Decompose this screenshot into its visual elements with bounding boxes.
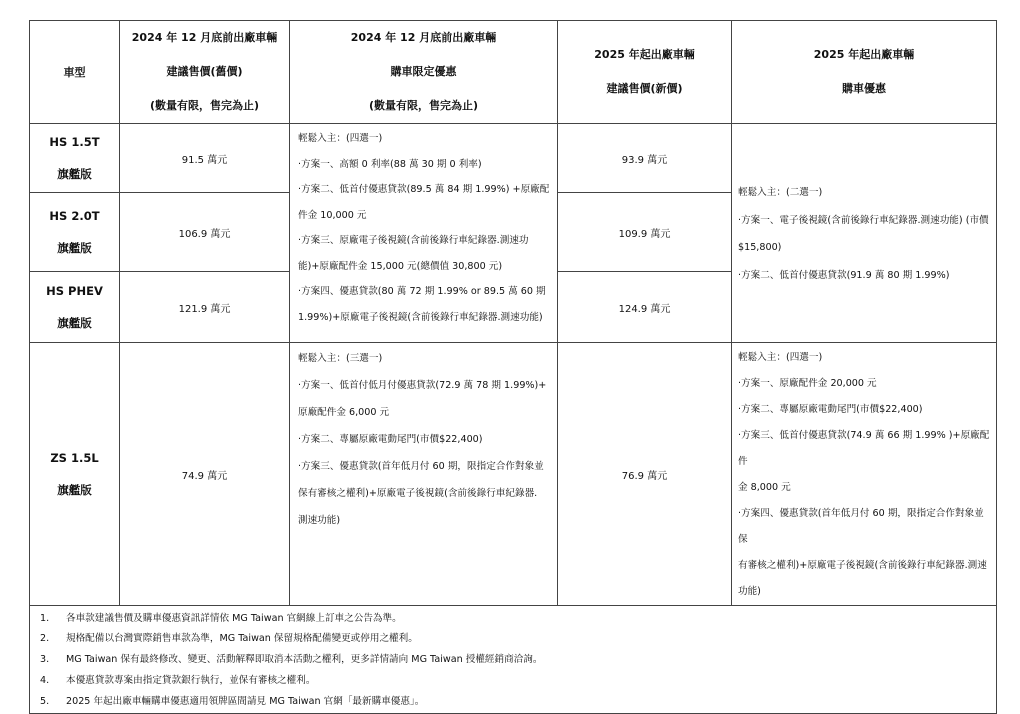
model-trim: 旗艦版: [57, 167, 92, 181]
header-2024-price: 2024 年 12 月底前出廠車輛 建議售價(舊價) (數量有限，售完為止): [120, 21, 290, 124]
price-2024-cell: 91.5 萬元: [120, 124, 290, 193]
header-model: 車型: [30, 21, 120, 124]
offer-line: 件金 10,000 元: [298, 209, 367, 221]
notes-row: [30, 606, 997, 714]
offer-line: ·方案一、原廠配件金 20,000 元: [738, 378, 877, 389]
offer-line: 輕鬆入主：(四選一): [298, 133, 383, 144]
model-cell: [30, 272, 120, 343]
offer-line: ·方案四、優惠貸款(首年低月付 60 期，限指定合作對象並保: [738, 508, 984, 545]
offer-line: ·方案二、低首付優惠貸款(91.9 萬 80 期 1.99%): [738, 269, 950, 281]
offer-line: ·方案四、優惠貸款(80 萬 72 期 1.99% or 89.5 萬 60 期: [298, 286, 546, 297]
offer-line: 輕鬆入主：(四選一): [738, 352, 823, 363]
model-name: HS PHEV: [46, 284, 103, 298]
model-cell: [30, 124, 120, 193]
model-trim: 旗艦版: [57, 483, 92, 497]
header-2024-offer: 2024 年 12 月底前出廠車輛 購車限定優惠 (數量有限，售完為止): [290, 21, 558, 124]
offer-line: ·方案二、低首付優惠貸款(89.5 萬 84 期 1.99%) +原廠配: [298, 184, 550, 195]
offer-line: 1.99%)+原廠電子後視鏡(含前後錄行車紀錄器.測速功能): [298, 311, 543, 323]
model-name: ZS 1.5L: [50, 451, 99, 465]
hs-offer-2024-cell: [290, 124, 558, 343]
price-table: [29, 20, 997, 714]
header-row: [30, 21, 997, 124]
note-item: 3. MG Taiwan 保有最終修改、變更、活動解釋即取消本活動之權利，更多詳情請向 MG Taiwan 授權經銷商洽詢。: [40, 654, 543, 666]
zs-offer-2024-cell: [290, 343, 558, 606]
offer-line: ·方案一、電子後視鏡(含前後錄行車紀錄器.測速功能) (市價: [738, 214, 989, 226]
offer-line: 能)+原廠配件金 15,000 元(總價值 30,800 元): [298, 260, 503, 272]
model-cell: [30, 343, 120, 606]
note-item: 2. 規格配備以台灣實際銷售車款為準，MG Taiwan 保留規格配備變更或停用之權利。: [40, 633, 418, 645]
offer-line: 金 8,000 元: [738, 482, 791, 493]
price-2024-cell: 121.9 萬元: [120, 272, 290, 343]
note-item: 5. 2025 年起出廠車輛購車優惠適用領牌區間請見 MG Taiwan 官網「最新購車優惠」。: [40, 695, 425, 707]
offer-line: 保有審核之權利)+原廠電子後視鏡(含前後錄行車紀錄器.: [298, 488, 538, 499]
offer-line: ·方案三、低首付優惠貸款(74.9 萬 66 期 1.99% )+原廠配件: [738, 430, 990, 467]
offer-line: 原廠配件金 6,000 元: [298, 407, 390, 418]
header-2025-price: 2025 年起出廠車輛 建議售價(新價): [558, 21, 732, 124]
offer-line: 輕鬆入主：(二選一): [738, 187, 823, 198]
model-cell: [30, 193, 120, 272]
offer-line: ·方案二、專屬原廠電動尾門(市價$22,400): [298, 434, 483, 445]
price-2025-cell: 109.9 萬元: [558, 193, 732, 272]
header-2025-offer: 2025 年起出廠車輛 購車優惠: [732, 21, 997, 124]
offer-line: ·方案三、優惠貸款(首年低月付 60 期，限指定合作對象並: [298, 461, 544, 472]
offer-line: 輕鬆入主：(三選一): [298, 353, 383, 364]
offer-line: ·方案一、低首付低月付優惠貸款(72.9 萬 78 期 1.99%)+: [298, 380, 547, 391]
note-item: 4. 本優惠貸款專案由指定貸款銀行執行，並保有審核之權利。: [40, 674, 316, 686]
hs-offer-2025-cell: [732, 124, 997, 343]
notes-cell: [30, 606, 997, 714]
table-row: [30, 124, 997, 193]
note-item: 1. 各車款建議售價及購車優惠資訊詳情依 MG Taiwan 官網線上訂車之公告為準。: [40, 612, 402, 624]
price-2024-cell: 74.9 萬元: [120, 343, 290, 606]
price-2025-cell: 76.9 萬元: [558, 343, 732, 606]
model-name: HS 2.0T: [49, 209, 100, 223]
table-row: [30, 343, 997, 606]
price-2025-cell: 93.9 萬元: [558, 124, 732, 193]
offer-line: 功能): [738, 586, 761, 597]
price-2024-cell: 106.9 萬元: [120, 193, 290, 272]
zs-offer-2025-cell: [732, 343, 997, 606]
model-name: HS 1.5T: [49, 135, 100, 149]
model-trim: 旗艦版: [57, 316, 92, 330]
offer-line: ·方案一、高額 0 利率(88 萬 30 期 0 利率): [298, 158, 482, 170]
offer-line: ·方案三、原廠電子後視鏡(含前後錄行車紀錄器.測速功: [298, 235, 529, 246]
price-2025-cell: 124.9 萬元: [558, 272, 732, 343]
offer-line: $15,800): [738, 242, 782, 253]
offer-line: ·方案二、專屬原廠電動尾門(市價$22,400): [738, 404, 923, 415]
model-trim: 旗艦版: [57, 241, 92, 255]
offer-line: 測速功能): [298, 515, 341, 526]
offer-line: 有審核之權利)+原廠電子後視鏡(含前後錄行車紀錄器.測速: [738, 560, 987, 571]
